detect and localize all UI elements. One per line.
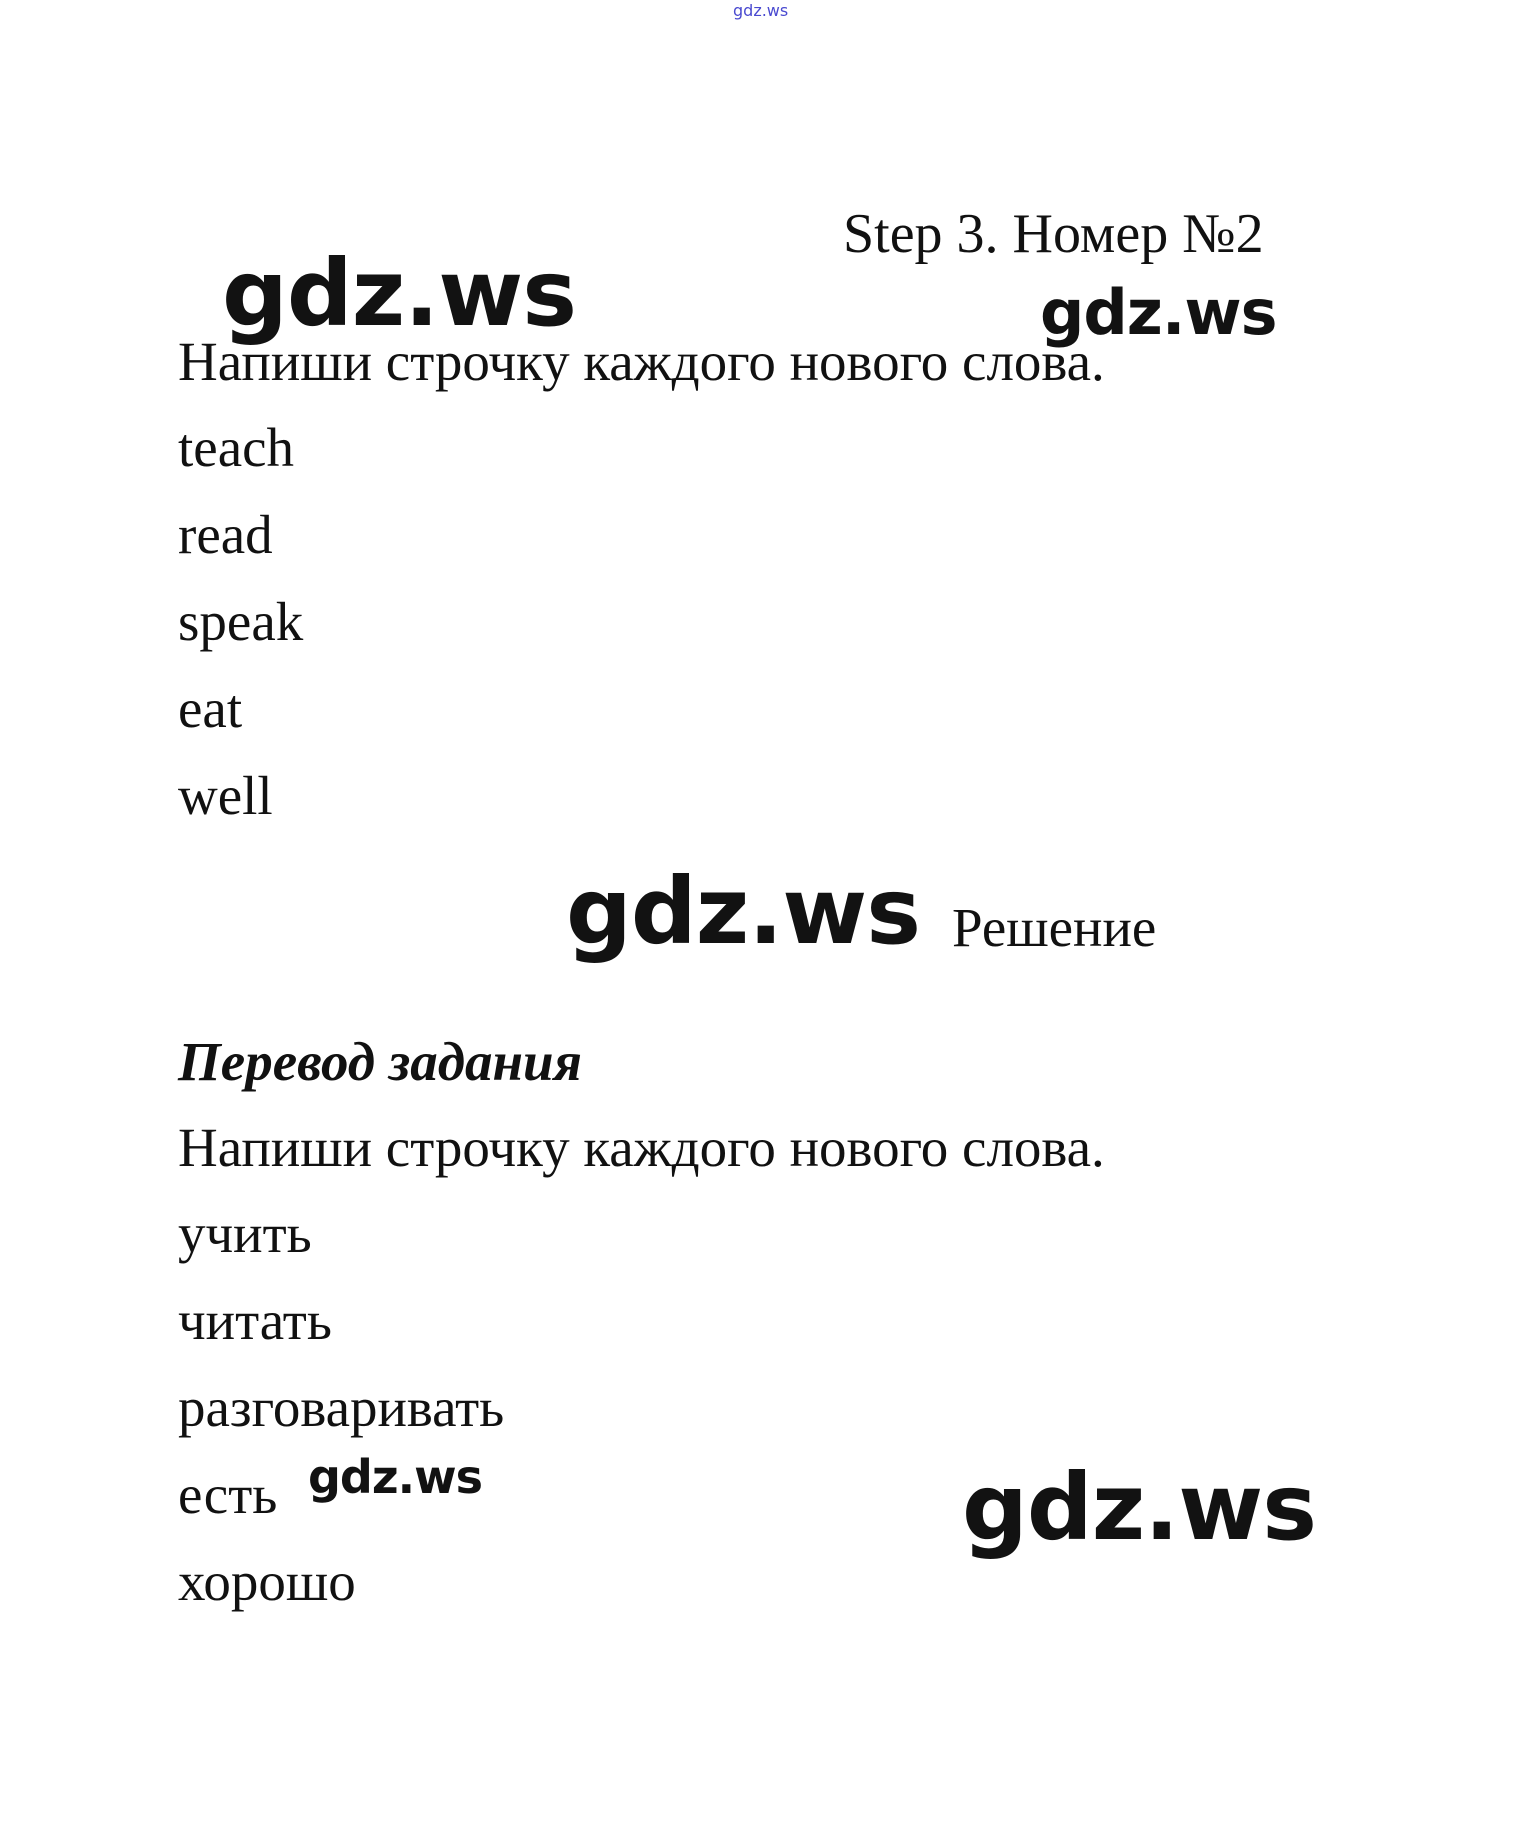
watermark-middle: gdz.ws	[566, 858, 920, 965]
watermark-top: gdz.ws	[733, 1, 789, 20]
translation-word-item: читать	[178, 1290, 332, 1351]
word-item: teach	[178, 417, 295, 478]
translation-word-item: учить	[178, 1203, 312, 1264]
word-item: well	[178, 765, 273, 826]
word-item: eat	[178, 678, 243, 739]
translation-heading: Перевод задания	[178, 1031, 582, 1092]
translation-word-item: хорошо	[178, 1551, 356, 1612]
solution-label: Решение	[952, 897, 1157, 958]
watermark-lower-right: gdz.ws	[962, 1454, 1316, 1561]
translation-word-item: разговаривать	[178, 1377, 505, 1438]
word-item: speak	[178, 591, 304, 652]
page-title: Step 3. Номер №2	[843, 203, 1264, 265]
watermark-upper-right: gdz.ws	[1040, 276, 1277, 349]
watermark-upper-left: gdz.ws	[222, 240, 576, 347]
word-item: read	[178, 504, 273, 565]
watermark-lower-small: gdz.ws	[308, 1450, 482, 1504]
translation-word-item: есть	[178, 1464, 278, 1525]
translation-instruction: Напиши строчку каждого нового слова.	[178, 1117, 1105, 1178]
task-instruction: Напиши строчку каждого нового слова.	[178, 331, 1105, 392]
